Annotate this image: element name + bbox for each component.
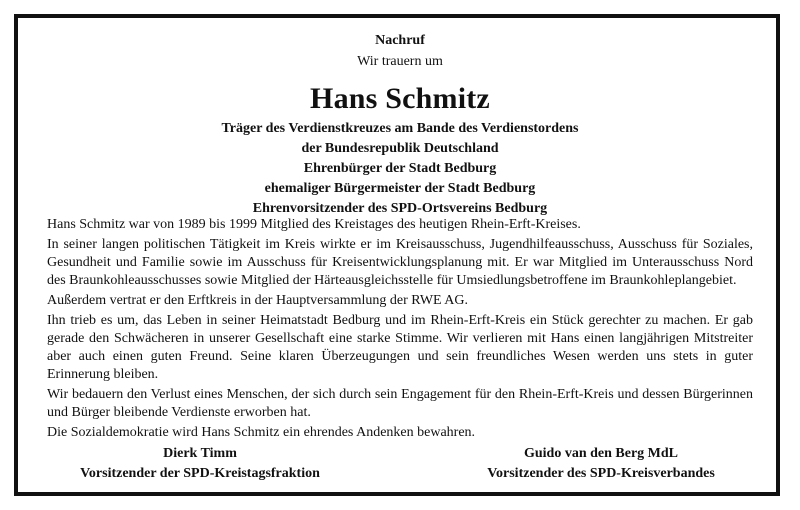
mourning-line: Wir trauern um xyxy=(357,54,443,69)
obituary-kicker: Nachruf xyxy=(375,33,425,48)
honorific-titles xyxy=(0,119,800,219)
signature-left xyxy=(50,444,350,484)
title-line: Ehrenvorsitzender des SPD-Ortsvereins Bedburg xyxy=(252,201,548,216)
deceased-name: Hans Schmitz xyxy=(310,82,490,115)
signatory-name: Dierk Timm xyxy=(163,446,237,461)
title-line: Ehrenbürger der Stadt Bedburg xyxy=(303,161,497,176)
body-paragraph: Die Sozialdemokratie wird Hans Schmitz ein ehrendes Andenken bewahren. xyxy=(47,424,476,440)
title-line: Träger des Verdienstkreuzes am Bande des Verdienstordens xyxy=(221,121,579,136)
title-line: der Bundesrepublik Deutschland xyxy=(301,141,499,156)
body-paragraph: Wir bedauern den Verlust eines Menschen, der sich durch sein Engagement für den Rhein-Erft-Kreis und dessen Bürgerinnen und Bürger bleibende Verdienste erworben hat. xyxy=(47,386,753,421)
body-paragraph: Ihn trieb es um, das Leben in seiner Heimatstadt Bedburg und im Rhein-Erft-Kreis ein Stück gerechter zu machen. Er gab gerade den Schwächeren in unserer Gesellschaft eine starke Stimme. Wir verlieren mit Hans einen langjährigen Mitstreiter aber auch einen guten Freund. Seine klaren Überzeugungen und sein freundliches Wesen werden uns stets in guter Erinnerung bleiben. xyxy=(47,312,753,383)
body-paragraph: Außerdem vertrat er den Erftkreis in der Hauptversammlung der RWE AG. xyxy=(47,292,469,308)
body-paragraph: In seiner langen politischen Tätigkeit im Kreis wirkte er im Kreisausschuss, Jugendhilfeausschuss, Ausschuss für Soziales, Gesundheit und Familie sowie im Ausschuss für Kreisentwicklungsplanung mit. Er war Mitglied im Unterausschuss Nord des Braunkohleausschusses sowie Mitglied der Härteausgleichsstelle für Umsiedlungsbetroffene im Braunkohleplangebiet. xyxy=(47,236,753,289)
signature-right xyxy=(451,444,751,484)
signatory-role: Vorsitzender der SPD-Kreistagsfraktion xyxy=(80,466,320,481)
signatory-name: Guido van den Berg MdL xyxy=(523,446,679,461)
body-paragraph: Hans Schmitz war von 1989 bis 1999 Mitglied des Kreistages des heutigen Rhein-Erft-Kreises. xyxy=(47,217,581,232)
obituary-body xyxy=(47,216,753,443)
title-line: ehemaliger Bürgermeister der Stadt Bedburg xyxy=(264,181,536,196)
signatory-role: Vorsitzender des SPD-Kreisverbandes xyxy=(487,466,715,481)
